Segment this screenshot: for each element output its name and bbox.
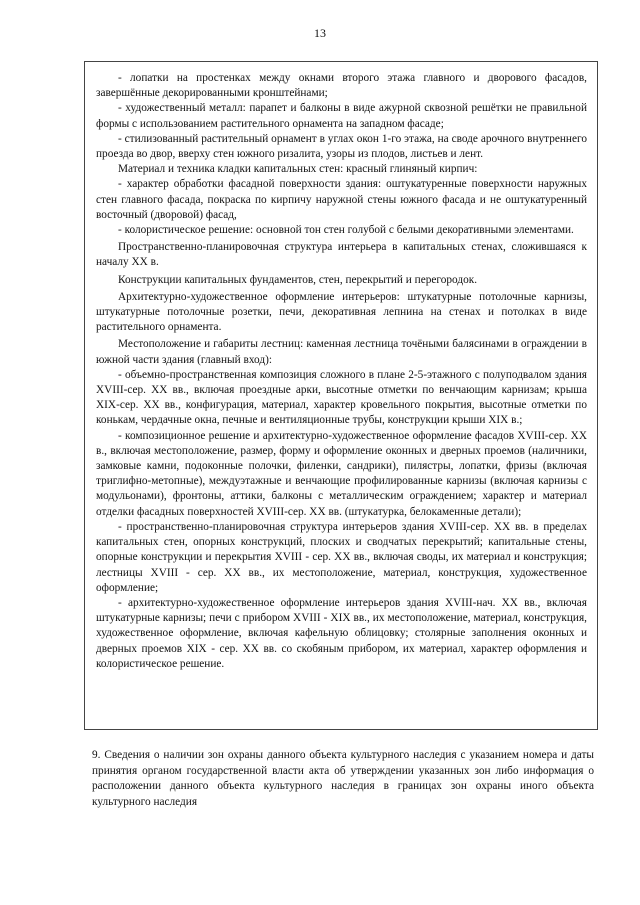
paragraph-interior-planning: - пространственно-планировочная структура интерьеров здания XVIII-сер. XX вв. в пределах капитальных стен, опорных конструкций, плоских и сводчатых перекрытий; капитальные стены, опорные конструкции и перекрытия XVIII - сер. XX вв., включая своды, их материал и конструкция; лестницы XVIII - сер. XX вв., их местоположение, материал, конструкция, художественное оформление;	[96, 520, 587, 594]
paragraph-art-metal: - художественный металл: парапет и балконы в виде ажурной сквозной решётки не правильной формы с использованием растительного орнамента на западном фасаде;	[96, 102, 587, 130]
paragraph-interior-decoration: Архитектурно-художественное оформление интерьеров: штукатурные потолочные карнизы, штукатурные потолочные розетки, печи, декоративная лепнина на стенах и потолках в виде растительного орнамента.	[96, 290, 587, 334]
section-9-heading: 9. Сведения о наличии зон охраны данного объекта культурного наследия с указанием номера и даты принятия органом государственной власти акта об утверждении указанных зон либо информация о расположении данного объекта культурного наследия в границах зон охраны иного объекта культурного наследия	[92, 749, 594, 808]
paragraph-wall-material: Материал и техника кладки капитальных стен: красный глиняный кирпич:	[118, 163, 478, 176]
paragraph-facade-finish: - характер обработки фасадной поверхности здания: оштукатуренные поверхности наружных стен главного фасада, покраска по кирпичу наружной стены южного фасада и не оштукатуренный восточный (дворовой) фасад,	[96, 178, 587, 221]
paragraph-pilasters: - лопатки на простенках между окнами второго этажа главного и дворового фасадов, завершённые декорированными кронштейнами;	[96, 72, 587, 100]
paragraph-interior-design: - архитектурно-художественное оформление интерьеров здания XVIII-нач. XX вв., включая штукатурные карнизы; печи с прибором XVIII - XIX вв., их местоположение, материал, конструкция, художественное оформление, включая кафельную облицовку; столярные заполнения оконных и дверных проемов XIX - сер. XX вв. со скобяным прибором, их материал, характер оформления и колористическое решение.	[96, 596, 587, 670]
paragraph-color-scheme: - колористическое решение: основной тон стен голубой с белыми декоративными элементами.	[118, 224, 574, 237]
paragraph-stairs: Местоположение и габариты лестниц: каменная лестница точёными балясинами в ограждении в южной части здания (главный вход):	[96, 338, 587, 366]
paragraph-facade-composition: - композиционное решение и архитектурно-художественное оформление фасадов XVIII-сер. XX в., включая местоположение, размер, форму и оформление оконных и дверных проемов (наличники, замковые камни, подоконные полочки, филенки, сандрики), пилястры, лопатки, фризы (включая триглифно-метопные), междуэтажные и венчающие профилированные карнизы (включая карнизы с модульонами), фронтоны, аттики, балконы с металлическим ограждением; характер и материал отделки фасадных поверхностей XVIII-сер. XX вв. (штукатурка, белокаменные детали);	[96, 429, 587, 518]
page-number: 13	[314, 26, 326, 40]
paragraph-interior-structure: Пространственно-планировочная структура интерьера в капитальных стенах, сложившаяся к началу XX в.	[96, 241, 587, 269]
paragraph-volume-composition: - объемно-пространственная композиция сложного в плане 2-5-этажного с полуподвалом здания XVIII-сер. XX вв., включая проездные арки, высотные отметки по венчающим карнизам; крыша XIX-сер. XX вв., конфигурация, материал, характер кровельного покрытия, высотные отметки по конькам, чердачные окна, печные и вентиляционные трубы, конструкции крыши XIX в.;	[96, 368, 587, 427]
paragraph-structures: Конструкции капитальных фундаментов, стен, перекрытий и перегородок.	[118, 273, 478, 286]
protected-features-box	[84, 61, 598, 730]
paragraph-ornament: - стилизованный растительный орнамент в углах окон 1-го этажа, на своде арочного внутреннего проезда во двор, вверху стен южного ризалита, узоры из плодов, листьев и лент.	[96, 132, 587, 161]
